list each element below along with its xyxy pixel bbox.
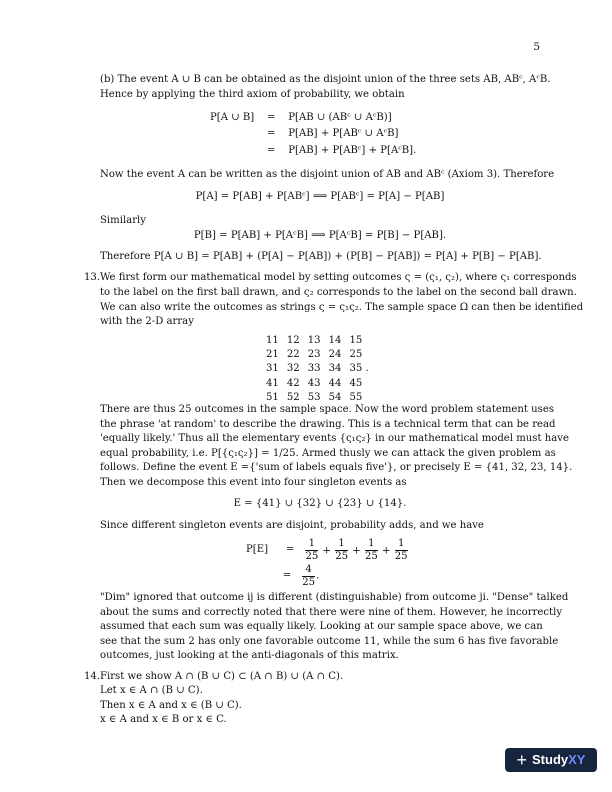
matrix-cell: 25 <box>349 349 363 361</box>
matrix-cell: 22 <box>286 349 300 361</box>
matrix-cell: 12 <box>286 335 300 346</box>
union-eq-row-1: P[AB ∪ (ABᶜ ∪ AᶜB)] <box>288 112 392 123</box>
sample-space-matrix <box>262 334 373 405</box>
p14-line-1: First we show A ∩ (B ∪ C) ⊂ (A ∩ B) ∪ (A ∩ C). <box>100 671 344 682</box>
matrix-cell: 43 <box>307 377 321 389</box>
matrix-cell: 11 <box>266 335 279 346</box>
union-eq-rel: = <box>267 112 276 123</box>
matrix-cell: 13 <box>307 335 321 346</box>
pe-equals: = <box>285 544 295 556</box>
matrix-row <box>262 377 373 391</box>
matrix-cell: 51 <box>266 391 279 403</box>
plus-sign: + <box>322 545 331 557</box>
p13-para1-line-1: We first form our mathematical model by setting outcomes ς = (ς₁, ς₂), where ς₁ corresponds <box>100 272 577 283</box>
fraction-term: $\frac{1}{25}$ <box>394 538 408 562</box>
matrix-row <box>262 362 373 376</box>
plus-icon: + <box>516 750 528 770</box>
matrix-cell: 14 <box>328 335 342 346</box>
fraction-term: $\frac{1}{25}$ <box>364 538 378 562</box>
matrix-cell: 53 <box>307 391 321 403</box>
matrix-cell: 31 <box>266 363 279 375</box>
matrix-cell: 32 <box>286 363 300 375</box>
p14-line-2: Let x ∈ A ∩ (B ∪ C). <box>100 685 203 696</box>
matrix-cell: 34 <box>328 363 342 375</box>
fraction-result: $\frac{4}{25}$ <box>302 564 316 588</box>
p13-para4-line-5: outcomes, just looking at the anti-diagonals of this matrix. <box>100 650 399 661</box>
pe-equation-line-1 <box>246 538 409 563</box>
part-b-now-line: Now the event A can be written as the disjoint union of AB and ABᶜ (Axiom 3). Therefore <box>100 169 555 180</box>
problem-13-number: 13. <box>84 272 101 283</box>
p13-para2-line-6: Then we decompose this event into four singleton events as <box>100 477 407 488</box>
p13-para4-line-4: see that the sum 2 has only one favorable outcome 11, while the sum 6 has five favorable <box>100 636 559 647</box>
pe-lhs: P[E] <box>246 544 269 556</box>
fraction-term: $\frac{1}{25}$ <box>335 538 349 562</box>
matrix-cell: 24 <box>328 349 342 361</box>
matrix-row <box>262 348 373 362</box>
page-number: 5 <box>533 41 540 53</box>
union-equation-array <box>206 111 420 160</box>
part-b-intro-line-2: Hence by applying the third axiom of probability, we obtain <box>100 89 405 100</box>
union-eq-rel: = <box>267 144 276 156</box>
p13-para1-line-3: We can also write the outcomes as strings ς = ς₁ς₂. The sample space Ω can then be identified <box>100 302 584 313</box>
p13-para4-line-2: about the sums and correctly noted that there were nine of them. However, he incorrectly <box>100 607 563 618</box>
p13-para2-line-2: the phrase 'at random' to describe the drawing. This is a technical term that can be read <box>100 419 556 430</box>
p13-para2-line-4: equal probability, i.e. P[{ς₁ς₂}] = 1/25. Armed thusly we can attack the given problem as <box>100 448 556 459</box>
matrix-cell: 35 . <box>349 363 369 375</box>
matrix-cell: 41 <box>266 377 279 389</box>
p14-line-3: Then x ∈ A and x ∈ (B ∪ C). <box>100 700 242 711</box>
matrix-cell: 15 <box>349 335 363 346</box>
union-eq-rel: = <box>267 127 276 139</box>
union-eq-lhs: P[A ∪ B] <box>210 112 255 123</box>
matrix-cell: 21 <box>266 349 279 361</box>
pe-equals: = <box>282 570 292 582</box>
p14-line-4: x ∈ A and x ∈ B or x ∈ C. <box>100 714 227 725</box>
plus-sign: + <box>352 545 361 557</box>
matrix-cell: 42 <box>286 377 300 389</box>
problem-14-number: 14. <box>84 671 101 682</box>
therefore-line: Therefore P[A ∪ B] = P[AB] + (P[A] − P[AB]) + (P[B] − P[AB]) = P[A] + P[B] − P[AB]. <box>100 251 542 262</box>
union-eq-row-3: P[AB] + P[ABᶜ] + P[AᶜB]. <box>288 144 417 156</box>
matrix-cell: 23 <box>307 349 321 361</box>
pb-equation: P[B] = P[AB] + P[AᶜB] ⟹ P[AᶜB] = P[B] − P[AB]. <box>193 230 447 241</box>
matrix-cell: 55 <box>349 391 363 403</box>
p13-para1-line-2: to the label on the first ball drawn, and ς₂ corresponds to the label on the second ball drawn. <box>100 287 577 298</box>
pa-equation: P[A] = P[AB] + P[ABᶜ] ⟹ P[ABᶜ] = P[A] − P[AB] <box>195 191 445 202</box>
plus-sign: + <box>382 545 391 557</box>
matrix-cell: 52 <box>286 391 300 403</box>
p13-para1-line-4: with the 2-D array <box>100 316 194 327</box>
matrix-cell: 33 <box>307 363 321 375</box>
p13-para4-line-3: assumed that each sum was equally likely. Looking at our sample space above, we can <box>100 621 543 632</box>
p13-para3: Since different singleton events are disjoint, probability adds, and we have <box>100 520 484 531</box>
matrix-cell: 54 <box>328 391 342 403</box>
brand-logo-text: StudyXY <box>532 751 586 767</box>
matrix-cell: 45 <box>349 377 363 389</box>
event-e-decomposition: E = {41} ∪ {32} ∪ {23} ∪ {14}. <box>233 498 407 509</box>
matrix-row <box>262 334 373 348</box>
part-b-intro-line-1: (b) The event A ∪ B can be obtained as the disjoint union of the three sets AB, ABᶜ, AᶜB. <box>100 74 551 85</box>
p13-para2-line-3: 'equally likely.' Thus all the elementary events {ς₁ς₂} in our mathematical model must have <box>100 433 569 444</box>
p13-para4-line-1: "Dim" ignored that outcome ij is different (distinguishable) from outcome ji. "Dense" talked <box>100 592 569 603</box>
p13-para2-line-5: follows. Define the event E ={'sum of labels equals five'}, or precisely E = {41, 32, 23, 14}. <box>100 462 573 473</box>
fraction-term: $\frac{1}{25}$ <box>305 538 319 562</box>
similarly-label: Similarly <box>100 215 146 226</box>
studyxy-badge[interactable] <box>505 748 597 772</box>
union-eq-row-2: P[AB] + P[ABᶜ ∪ AᶜB] <box>288 127 399 139</box>
pe-equation-line-2: = $\frac{4}{25}$ . <box>276 564 319 589</box>
p13-para2-line-1: There are thus 25 outcomes in the sample space. Now the word problem statement uses <box>100 404 554 415</box>
matrix-cell: 44 <box>328 377 342 389</box>
